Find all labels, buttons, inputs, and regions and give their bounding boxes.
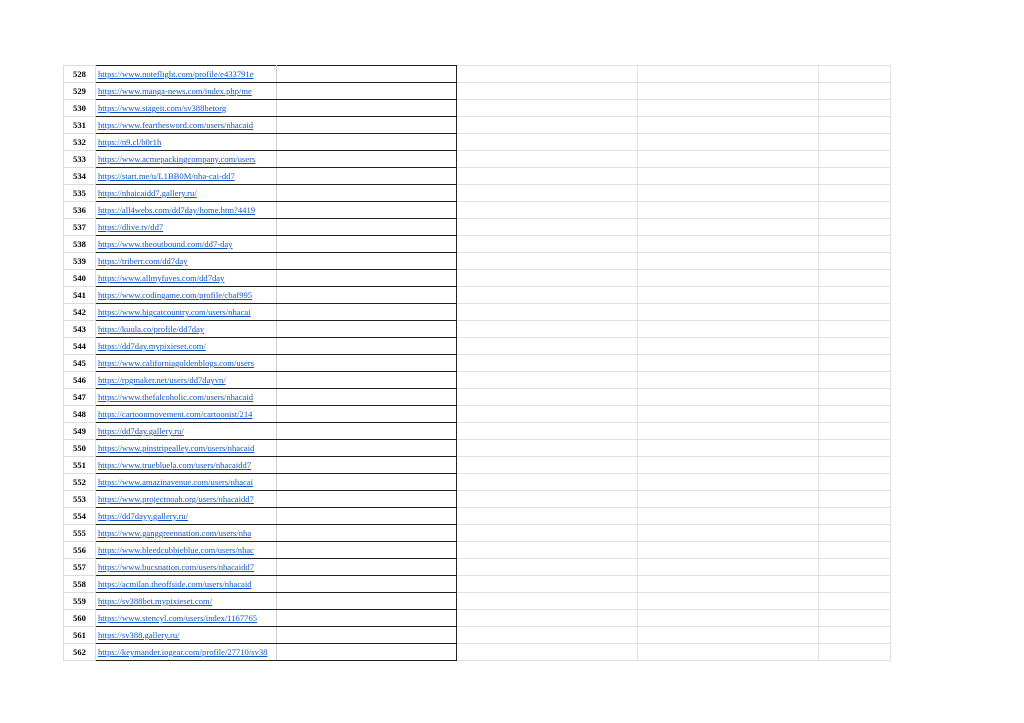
empty-cell[interactable] [457,100,638,117]
url-cell[interactable] [96,100,277,117]
url-cell[interactable] [96,236,277,253]
empty-cell[interactable] [277,542,457,559]
empty-cell[interactable] [819,423,891,440]
table-row [64,372,891,389]
empty-cell[interactable] [819,542,891,559]
url-link[interactable]: https://www.projectnoah.org/users/nhacaidd7 [98,494,254,504]
empty-cell[interactable] [457,202,638,219]
empty-cell[interactable] [638,83,819,100]
row-number: 540 [64,270,96,287]
table-row [64,321,891,338]
empty-cell[interactable] [277,253,457,270]
empty-cell[interactable] [638,355,819,372]
empty-cell[interactable] [277,406,457,423]
empty-cell[interactable] [638,287,819,304]
empty-cell[interactable] [457,287,638,304]
row-number: 555 [64,525,96,542]
row-number: 546 [64,372,96,389]
empty-cell[interactable] [638,644,819,661]
table-row [64,83,891,100]
empty-cell[interactable] [457,168,638,185]
empty-cell[interactable] [457,185,638,202]
empty-cell[interactable] [277,117,457,134]
table-row [64,355,891,372]
empty-cell[interactable] [277,236,457,253]
empty-cell[interactable] [819,559,891,576]
url-link[interactable]: https://www.amazinavenue.com/users/nhacai [98,477,254,487]
empty-cell[interactable] [819,644,891,661]
spreadsheet-grid [63,65,891,661]
url-link[interactable]: https://www.codingame.com/profile/cbaf995 [98,290,253,300]
table-row [64,185,891,202]
empty-cell[interactable] [819,66,891,83]
url-cell[interactable] [96,389,277,406]
empty-cell[interactable] [277,576,457,593]
table-row [64,100,891,117]
empty-cell[interactable] [277,270,457,287]
table-row [64,627,891,644]
empty-cell[interactable] [638,66,819,83]
row-number: 529 [64,83,96,100]
empty-cell[interactable] [819,321,891,338]
empty-cell[interactable] [638,134,819,151]
empty-cell[interactable] [819,389,891,406]
url-link[interactable]: https://www.bucsnation.com/users/nhacaidd7 [98,562,255,572]
row-number: 560 [64,610,96,627]
empty-cell[interactable] [819,627,891,644]
url-cell[interactable] [96,508,277,525]
table-row [64,389,891,406]
url-link[interactable]: https://www.fearthesword.com/users/nhacaid [98,120,254,130]
row-number: 553 [64,491,96,508]
empty-cell[interactable] [457,627,638,644]
table-row [64,338,891,355]
url-cell[interactable] [96,134,277,151]
empty-cell[interactable] [638,627,819,644]
row-number: 528 [64,66,96,83]
url-cell[interactable] [96,168,277,185]
table-row [64,219,891,236]
empty-cell[interactable] [819,202,891,219]
url-link[interactable]: https://www.acmepackingcompany.com/users [98,154,256,164]
empty-cell[interactable] [638,576,819,593]
url-cell[interactable] [96,321,277,338]
url-cell[interactable] [96,117,277,134]
url-link[interactable]: https://start.me/u/L1BB0M/nha-cai-dd7 [98,171,235,181]
url-cell[interactable] [96,355,277,372]
empty-cell[interactable] [638,219,819,236]
empty-cell[interactable] [457,508,638,525]
url-cell[interactable] [96,457,277,474]
empty-cell[interactable] [277,474,457,491]
url-link[interactable]: https://keymander.iogear.com/profile/27710/sv38 [98,647,268,657]
url-cell[interactable] [96,423,277,440]
table-row [64,117,891,134]
empty-cell[interactable] [819,270,891,287]
empty-cell[interactable] [819,219,891,236]
empty-cell[interactable] [277,508,457,525]
row-number: 556 [64,542,96,559]
empty-cell[interactable] [638,202,819,219]
empty-cell[interactable] [638,168,819,185]
table-row [64,542,891,559]
empty-cell[interactable] [277,423,457,440]
url-link[interactable]: https://www.stencyl.com/users/index/1167765 [98,613,258,623]
url-cell[interactable] [96,66,277,83]
url-cell[interactable] [96,185,277,202]
url-cell[interactable] [96,202,277,219]
table-row [64,270,891,287]
url-link[interactable]: https://www.ganggreennation.com/users/nha [98,528,252,538]
empty-cell[interactable] [819,151,891,168]
empty-cell[interactable] [819,117,891,134]
empty-cell[interactable] [819,491,891,508]
empty-cell[interactable] [457,474,638,491]
empty-cell[interactable] [457,236,638,253]
row-number: 548 [64,406,96,423]
empty-cell[interactable] [457,525,638,542]
url-cell[interactable] [96,576,277,593]
empty-cell[interactable] [819,576,891,593]
url-cell[interactable] [96,338,277,355]
empty-cell[interactable] [638,321,819,338]
empty-cell[interactable] [638,151,819,168]
row-number: 535 [64,185,96,202]
empty-cell[interactable] [457,593,638,610]
empty-cell[interactable] [819,253,891,270]
empty-cell[interactable] [819,610,891,627]
empty-cell[interactable] [457,219,638,236]
table-row [64,440,891,457]
empty-cell[interactable] [457,117,638,134]
empty-cell[interactable] [819,372,891,389]
empty-cell[interactable] [457,542,638,559]
empty-cell[interactable] [457,355,638,372]
url-cell[interactable] [96,525,277,542]
row-number: 558 [64,576,96,593]
row-number: 539 [64,253,96,270]
empty-cell[interactable] [457,338,638,355]
table-row [64,202,891,219]
empty-cell[interactable] [277,151,457,168]
empty-cell[interactable] [638,610,819,627]
row-number: 545 [64,355,96,372]
empty-cell[interactable] [819,338,891,355]
empty-cell[interactable] [638,457,819,474]
row-number: 544 [64,338,96,355]
url-link[interactable]: https://www.truebluela.com/users/nhacaidd7 [98,460,252,470]
empty-cell[interactable] [638,372,819,389]
empty-cell[interactable] [277,83,457,100]
table-row [64,576,891,593]
empty-cell[interactable] [277,627,457,644]
url-link[interactable]: https://all4webs.com/dd7day/home.htm?4419 [98,205,256,215]
empty-cell[interactable] [277,202,457,219]
empty-cell[interactable] [457,406,638,423]
empty-cell[interactable] [277,559,457,576]
row-number: 562 [64,644,96,661]
empty-cell[interactable] [457,134,638,151]
empty-cell[interactable] [277,219,457,236]
table-row [64,423,891,440]
empty-cell[interactable] [819,355,891,372]
row-number: 534 [64,168,96,185]
empty-cell[interactable] [457,457,638,474]
empty-cell[interactable] [638,338,819,355]
empty-cell[interactable] [457,321,638,338]
empty-cell[interactable] [457,389,638,406]
url-cell[interactable] [96,593,277,610]
empty-cell[interactable] [277,168,457,185]
url-cell[interactable] [96,440,277,457]
url-cell[interactable] [96,287,277,304]
empty-cell[interactable] [819,457,891,474]
row-number: 532 [64,134,96,151]
table-row [64,525,891,542]
empty-cell[interactable] [638,593,819,610]
row-number: 550 [64,440,96,457]
url-link[interactable]: https://dlive.tv/dd7 [98,222,164,232]
row-number: 551 [64,457,96,474]
row-number: 561 [64,627,96,644]
empty-cell[interactable] [819,185,891,202]
row-number: 530 [64,100,96,117]
url-link[interactable]: https://www.bigcatcountry.com/users/nhacai [98,307,251,317]
empty-cell[interactable] [277,338,457,355]
url-cell[interactable] [96,270,277,287]
table-row [64,644,891,661]
empty-cell[interactable] [819,406,891,423]
empty-cell[interactable] [638,270,819,287]
empty-cell[interactable] [638,440,819,457]
empty-cell[interactable] [457,559,638,576]
url-link[interactable]: https://cartoonmovement.com/cartoonist/214 [98,409,253,419]
empty-cell[interactable] [457,372,638,389]
empty-cell[interactable] [819,508,891,525]
table-row [64,559,891,576]
url-link[interactable]: https://www.allmyfaves.com/dd7day [98,273,225,283]
url-cell[interactable] [96,491,277,508]
empty-cell[interactable] [819,134,891,151]
url-link[interactable]: https://sv388.gallery.ru/ [98,630,180,640]
url-cell[interactable] [96,372,277,389]
empty-cell[interactable] [638,236,819,253]
url-link[interactable]: https://n9.cl/b0r1h [98,137,162,147]
row-number: 533 [64,151,96,168]
empty-cell[interactable] [819,525,891,542]
empty-cell[interactable] [457,576,638,593]
empty-cell[interactable] [638,559,819,576]
url-link[interactable]: https://rpgmaker.net/users/dd7dayvn/ [98,375,226,385]
url-link[interactable]: https://dd7day.gallery.ru/ [98,426,184,436]
empty-cell[interactable] [819,83,891,100]
table-row [64,610,891,627]
url-cell[interactable] [96,83,277,100]
url-link[interactable]: https://www.thefalcoholic.com/users/nhacaid [98,392,254,402]
empty-cell[interactable] [277,355,457,372]
table-row [64,253,891,270]
row-number: 543 [64,321,96,338]
url-cell[interactable] [96,253,277,270]
empty-cell[interactable] [638,423,819,440]
table-row [64,457,891,474]
table-row [64,406,891,423]
empty-cell[interactable] [457,83,638,100]
url-cell[interactable] [96,610,277,627]
empty-cell[interactable] [457,66,638,83]
empty-cell[interactable] [277,372,457,389]
empty-cell[interactable] [638,100,819,117]
url-cell[interactable] [96,559,277,576]
url-link[interactable]: https://www.stageit.com/sv388betorg [98,103,227,113]
url-cell[interactable] [96,474,277,491]
empty-cell[interactable] [638,491,819,508]
url-link[interactable]: https://www.pinstripealley.com/users/nhacaid [98,443,255,453]
empty-cell[interactable] [638,525,819,542]
url-table [63,65,891,661]
table-row [64,491,891,508]
empty-cell[interactable] [457,304,638,321]
empty-cell[interactable] [819,593,891,610]
empty-cell[interactable] [457,491,638,508]
url-cell[interactable] [96,304,277,321]
empty-cell[interactable] [277,287,457,304]
table-row [64,508,891,525]
url-link[interactable]: https://www.theoutbound.com/dd7-day [98,239,233,249]
empty-cell[interactable] [277,644,457,661]
row-number: 549 [64,423,96,440]
row-number: 537 [64,219,96,236]
row-number: 531 [64,117,96,134]
empty-cell[interactable] [819,168,891,185]
row-number: 552 [64,474,96,491]
url-cell[interactable] [96,151,277,168]
empty-cell[interactable] [277,321,457,338]
url-cell[interactable] [96,542,277,559]
table-row [64,134,891,151]
table-row [64,66,891,83]
url-link[interactable]: https://triberr.com/dd7day [98,256,188,266]
url-cell[interactable] [96,627,277,644]
table-body [64,66,891,661]
empty-cell[interactable] [638,542,819,559]
table-row [64,593,891,610]
row-number: 538 [64,236,96,253]
row-number: 541 [64,287,96,304]
empty-cell[interactable] [638,253,819,270]
url-link[interactable]: https://www.bleedcubbieblue.com/users/nhac [98,545,255,555]
table-row [64,474,891,491]
table-row [64,236,891,253]
url-cell[interactable] [96,406,277,423]
empty-cell[interactable] [277,593,457,610]
empty-cell[interactable] [819,236,891,253]
empty-cell[interactable] [819,474,891,491]
row-number: 547 [64,389,96,406]
empty-cell[interactable] [638,304,819,321]
empty-cell[interactable] [277,525,457,542]
empty-cell[interactable] [638,474,819,491]
empty-cell[interactable] [457,253,638,270]
empty-cell[interactable] [819,287,891,304]
empty-cell[interactable] [277,491,457,508]
url-link[interactable]: https://sv388bet.mypixieset.com/ [98,596,213,606]
empty-cell[interactable] [819,100,891,117]
row-number: 557 [64,559,96,576]
empty-cell[interactable] [457,610,638,627]
empty-cell[interactable] [277,440,457,457]
empty-cell[interactable] [638,185,819,202]
url-link[interactable]: https://dd7day.mypixieset.com/ [98,341,206,351]
url-cell[interactable] [96,644,277,661]
url-link[interactable]: https://www.noteflight.com/profile/e433791e [98,69,254,79]
url-link[interactable]: https://kuula.co/profile/dd7day [98,324,205,334]
table-row [64,168,891,185]
row-number: 536 [64,202,96,219]
empty-cell[interactable] [457,151,638,168]
row-number: 542 [64,304,96,321]
url-link[interactable]: https://www.manga-news.com/index.php/me [98,86,252,96]
table-row [64,304,891,321]
empty-cell[interactable] [457,423,638,440]
empty-cell[interactable] [277,185,457,202]
empty-cell[interactable] [277,134,457,151]
url-link[interactable]: https://dd7dayy.gallery.ru/ [98,511,189,521]
empty-cell[interactable] [277,457,457,474]
url-link[interactable]: https://nhaicaidd7.gallery.ru/ [98,188,197,198]
empty-cell[interactable] [277,66,457,83]
table-row [64,287,891,304]
empty-cell[interactable] [277,100,457,117]
empty-cell[interactable] [457,440,638,457]
url-cell[interactable] [96,219,277,236]
empty-cell[interactable] [457,270,638,287]
empty-cell[interactable] [819,440,891,457]
url-link[interactable]: https://www.californiagoldenblogs.com/users [98,358,255,368]
url-link[interactable]: https://acmilan.theoffside.com/users/nhacaid [98,579,252,589]
empty-cell[interactable] [638,508,819,525]
empty-cell[interactable] [819,304,891,321]
empty-cell[interactable] [638,389,819,406]
empty-cell[interactable] [277,389,457,406]
row-number: 559 [64,593,96,610]
empty-cell[interactable] [277,304,457,321]
row-number: 554 [64,508,96,525]
empty-cell[interactable] [457,644,638,661]
empty-cell[interactable] [277,610,457,627]
empty-cell[interactable] [638,406,819,423]
empty-cell[interactable] [638,117,819,134]
table-row [64,151,891,168]
